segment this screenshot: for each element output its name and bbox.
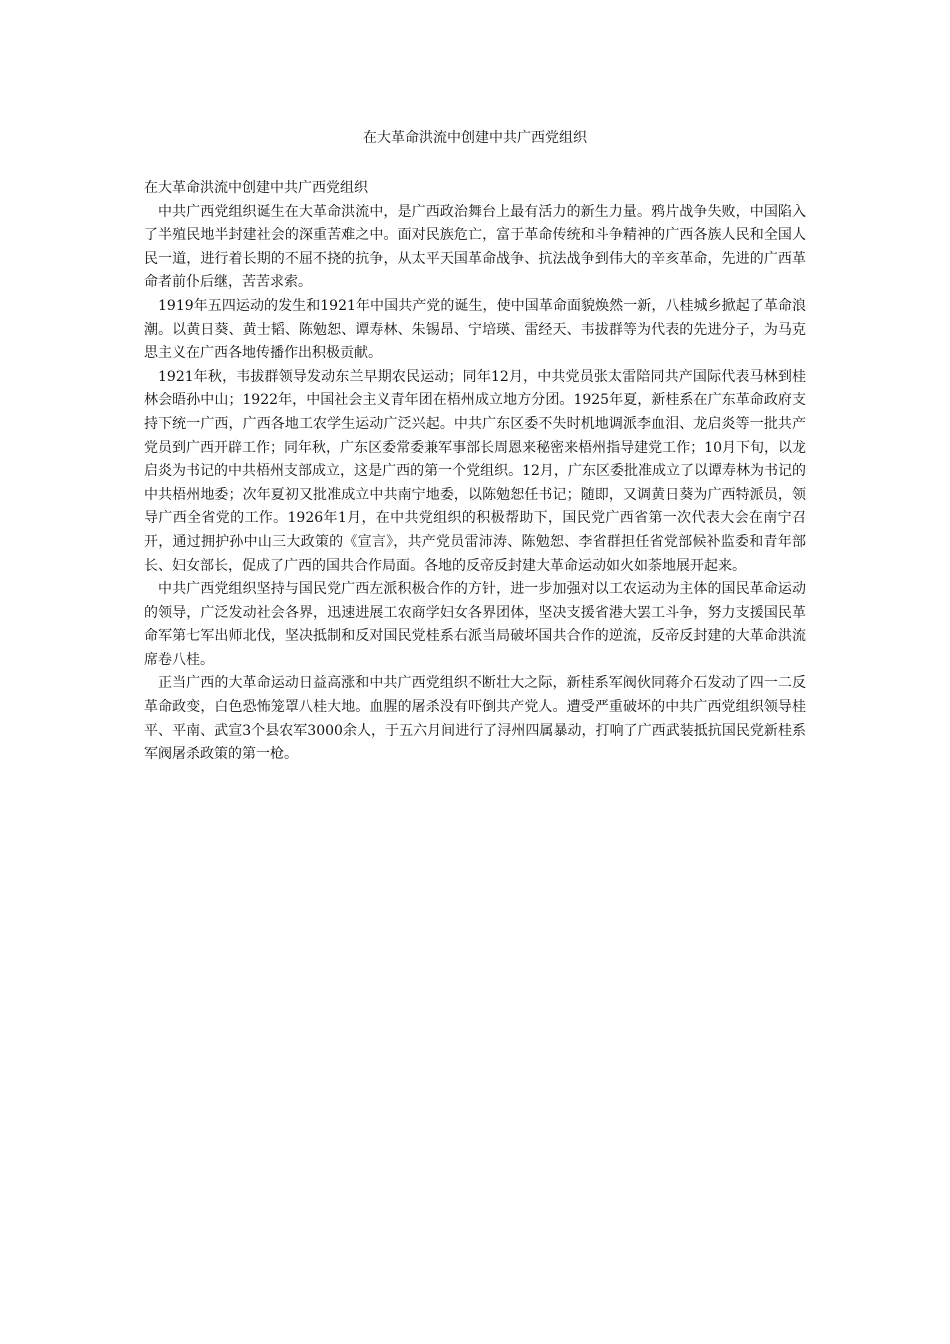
paragraph-5: 正当广西的大革命运动日益高涨和中共广西党组织不断壮大之际，新桂系军阀伙同蒋介石发动了四一二反革命政变，白色恐怖笼罩八桂大地。血腥的屠杀没有吓倒共产党人。遭受严重破坏的中共广西党组织领导桂平、平南、武宣3个县农军3000余人，于五六月间进行了浔州四属暴动，打响了广西武装抵抗国民党新桂系军阀屠杀政策的第一枪。 [144, 675, 806, 763]
document-title: 在大革命洪流中创建中共广西党组织 [363, 130, 587, 146]
document-subtitle: 在大革命洪流中创建中共广西党组织 [144, 180, 368, 196]
paragraph-4: 中共广西党组织坚持与国民党广西左派积极合作的方针，进一步加强对以工农运动为主体的国民革命运动的领导，广泛发动社会各界，迅速进展工农商学妇女各界团体，坚决支援省港大罢工斗争，努力支援国民革命军第七军出师北伐，坚决抵制和反对国民党桂系右派当局破坏国共合作的逆流，反帝反封建的大革命洪流席卷八桂。 [144, 581, 806, 668]
document-body [144, 177, 806, 767]
paragraph-3: 1921年秋，韦拔群领导发动东兰早期农民运动；同年12月，中共党员张太雷陪同共产国际代表马林到桂林会晤孙中山；1922年，中国社会主义青年团在梧州成立地方分团。1925年夏，新桂系在广东革命政府支持下统一广西，广西各地工农学生运动广泛兴起。中共广东区委不失时机地调派李血泪、龙启炎等一批共产党员到广西开辟工作；同年秋，广东区委常委兼军事部长周恩来秘密来梧州指导建党工作；10月下旬，以龙启炎为书记的中共梧州支部成立，这是广西的第一个党组织。12月，广东区委批准成立了以谭寿林为书记的中共梧州地委；次年夏初又批准成立中共南宁地委，以陈勉恕任书记；随即，又调黄日葵为广西特派员，领导广西全省党的工作。1926年1月，在中共党组织的积极帮助下，国民党广西省第一次代表大会在南宁召开，通过拥护孙中山三大政策的《宣言》，共产党员雷沛涛、陈勉恕、李省群担任省党部候补监委和青年部长、妇女部长，促成了广西的国共合作局面。各地的反帝反封建大革命运动如火如荼地展开起来。 [144, 368, 806, 574]
paragraph-1: 中共广西党组织诞生在大革命洪流中，是广西政治舞台上最有活力的新生力量。鸦片战争失败，中国陷入了半殖民地半封建社会的深重苦难之中。面对民族危亡，富于革命传统和斗争精神的广西各族人民和全国人民一道，进行着长期的不屈不挠的抗争，从太平天国革命战争、抗法战争到伟大的辛亥革命，先进的广西革命者前仆后继，苦苦求索。 [144, 203, 806, 291]
paragraph-2: 1919年五四运动的发生和1921年中国共产党的诞生，使中国革命面貌焕然一新，八桂城乡掀起了革命浪潮。以黄日葵、黄士韬、陈勉恕、谭寿林、朱锡昂、宁培瑛、雷经天、韦拔群等为代表的先进分子，为马克思主义在广西各地传播作出积极贡献。 [144, 297, 806, 362]
